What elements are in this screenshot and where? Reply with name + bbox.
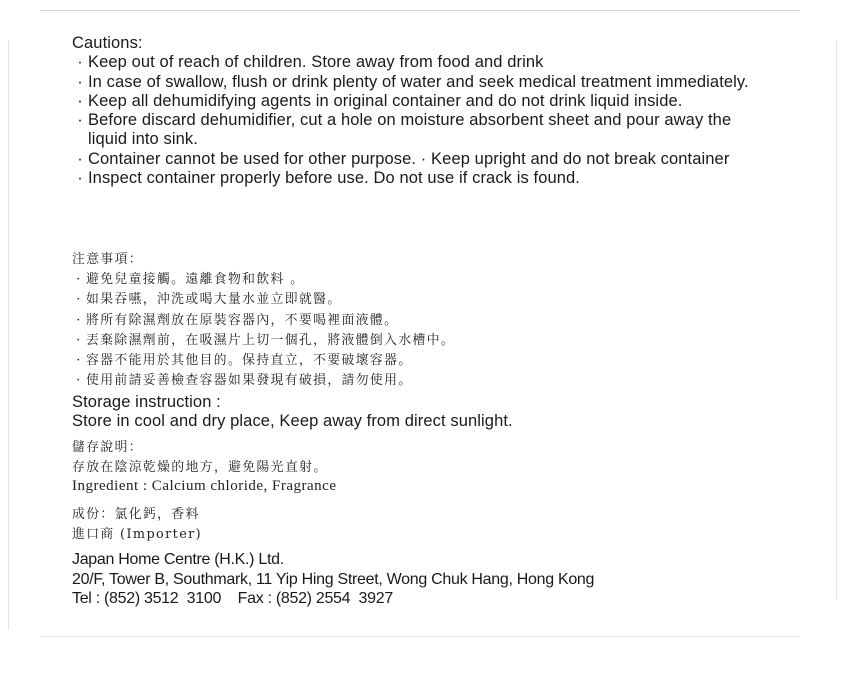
storage-cn-heading: 儲存說明： — [72, 440, 143, 455]
cautions-en-heading: Cautions: — [72, 34, 143, 52]
storage-en-text: Store in cool and dry place, Keep away from direct sunlight. — [72, 412, 513, 431]
importer-section — [72, 550, 752, 609]
importer-label: 進口商 (Importer) — [72, 527, 203, 542]
cautions-cn-item — [72, 331, 752, 351]
importer-company: Japan Home Centre (H.K.) Ltd. — [72, 551, 284, 568]
bullet-mark: · — [76, 312, 82, 328]
label-border-top — [40, 10, 800, 11]
cautions-en-section — [72, 34, 752, 188]
cautions-en-item — [72, 150, 752, 169]
cautions-en-item-text: Keep all dehumidifying agents in original container and do not drink liquid inside. — [88, 91, 683, 110]
ingredient-en: Ingredient : Calcium chloride, Fragrance — [72, 478, 337, 494]
cautions-en-item-text: Container cannot be used for other purpose. · Keep upright and do not break container — [88, 149, 730, 168]
cautions-en-item-text: In case of swallow, flush or drink plenty of water and seek medical treatment immediately. — [88, 72, 749, 91]
cautions-en-item — [72, 53, 752, 72]
bullet-mark: · — [77, 169, 83, 188]
importer-address: 20/F, Tower B, Southmark, 11 Yip Hing Street, Wong Chuk Hang, Hong Kong — [72, 570, 595, 588]
cautions-cn-item — [72, 371, 752, 391]
cautions-en-item-text: Inspect container properly before use. Do not use if crack is found. — [88, 169, 580, 188]
bullet-mark: · — [77, 91, 83, 110]
bullet-mark: · — [76, 292, 82, 308]
cautions-en-item — [72, 92, 752, 111]
ingredient-cn: 成份：氯化鈣，香料 — [72, 507, 200, 522]
cautions-en-item — [72, 73, 752, 92]
cautions-cn-item-text: 使用前請妥善檢查容器如果發現有破損，請勿使用。 — [86, 373, 413, 389]
cautions-cn-section — [72, 250, 752, 391]
cautions-cn-item — [72, 270, 752, 290]
bullet-mark: · — [76, 272, 82, 288]
cautions-cn-item-text: 將所有除濕劑放在原裝容器內，不要喝裡面液體。 — [86, 312, 399, 328]
cautions-en-item-text: Before discard dehumidifier, cut a hole on moisture absorbent sheet and pour away the liquid into sink. — [88, 111, 732, 149]
bullet-mark: · — [77, 149, 83, 168]
importer-contact: Tel : (852) 3512 3100 Fax : (852) 2554 3927 — [72, 590, 393, 607]
bullet-mark: · — [76, 332, 82, 348]
storage-en-heading: Storage instruction : — [72, 393, 221, 411]
cautions-en-item — [72, 111, 752, 150]
bullet-mark: · — [77, 111, 83, 130]
label-border-left — [8, 40, 9, 630]
cautions-cn-item-text: 避免兒童接觸。遠離食物和飲料 。 — [86, 272, 305, 288]
bullet-mark: · — [76, 373, 82, 389]
cautions-cn-item — [72, 311, 752, 331]
label-border-right — [836, 40, 837, 600]
cautions-en-item — [72, 169, 752, 188]
cautions-en-item-text: Keep out of reach of children. Store away from food and drink — [88, 53, 544, 72]
cautions-cn-item — [72, 290, 752, 310]
bullet-mark: · — [76, 353, 82, 369]
storage-cn-section — [72, 438, 752, 478]
cautions-cn-item — [72, 351, 752, 371]
storage-en-section — [72, 393, 752, 432]
storage-cn-text: 存放在陰涼乾燥的地方，避免陽光直射。 — [72, 460, 328, 476]
cautions-cn-item-text: 容器不能用於其他目的。保持直立，不要破壞容器。 — [86, 353, 413, 369]
cautions-cn-item-text: 丟棄除濕劑前，在吸濕片上切一個孔，將液體倒入水槽中。 — [86, 332, 456, 348]
cautions-cn-heading: 注意事項： — [72, 252, 143, 267]
bullet-mark: · — [77, 72, 83, 91]
label-border-bottom — [40, 636, 800, 637]
bullet-mark: · — [77, 53, 83, 72]
cautions-cn-item-text: 如果吞嚥，沖洗或喝大量水並立即就醫。 — [86, 292, 342, 308]
